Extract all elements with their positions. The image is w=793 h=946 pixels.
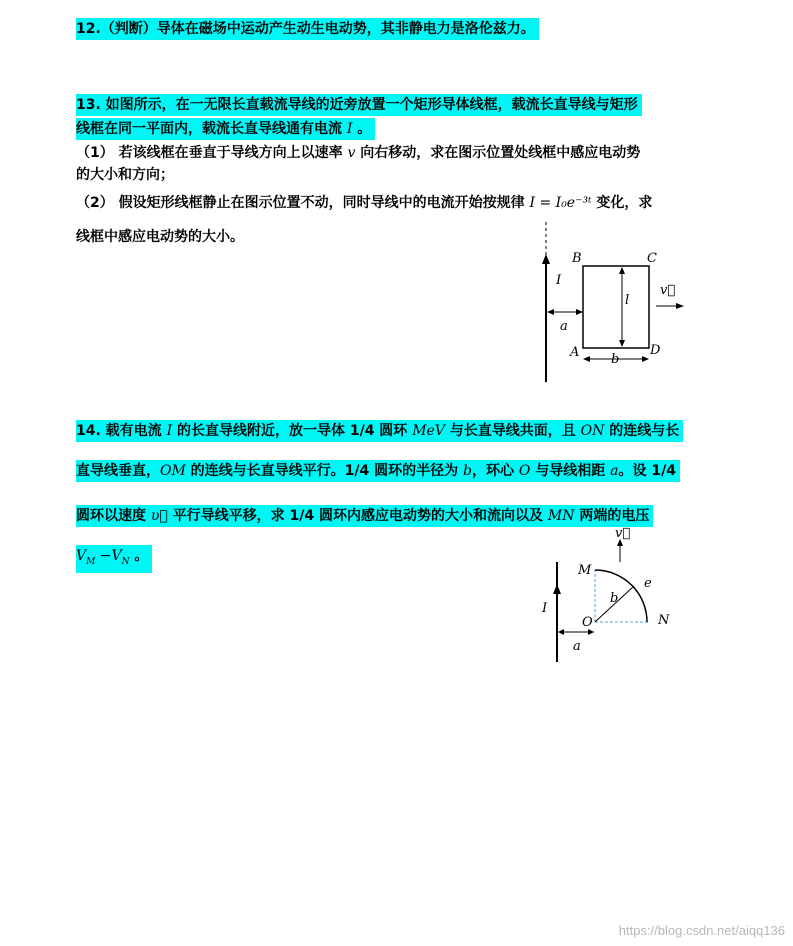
q13-line2: 线框在同一平面内，载流长直导线通有电流 I 。 [76,118,375,140]
q13-line1: 13. 如图所示，在一无限长直载流导线的近旁放置一个矩形导体线框，载流长直导线与矩形 [76,94,642,116]
dim-a-arrow-left-icon [547,309,554,315]
q14-figure [530,526,680,667]
q14-line2: 直导线垂直，OM 的连线与长直导线平行。1/4 圆环的半径为 b，环心 O 与导线相距 a。设 1/4 [76,460,680,482]
label-N: N [658,613,670,628]
q14-line4: $V_M -V_N$ 。 [76,545,152,573]
label-I: I [542,601,548,616]
label-a: a [560,319,568,334]
label-C: C [647,251,657,266]
label-v: v⃗ [615,526,631,541]
q14-line3: 圆环以速度 υ⃗ 平行导线平移，求 1/4 圆环内感应电动势的大小和流向以及 MN 两端的电压 [76,505,653,527]
dim-b-arrow-left-icon [583,356,590,362]
dim-l-arrow-bottom-icon [619,340,625,347]
velocity-arrow-icon [676,303,684,309]
label-l: l [625,293,630,308]
label-A: A [570,345,580,360]
q13-figure [520,222,700,387]
watermark: https://blog.csdn.net/aiqq136 [618,923,785,938]
dim-a-arrow-right-icon [576,309,583,315]
label-e: e [644,576,652,591]
rect-loop [583,266,649,348]
current-arrow-icon [553,584,561,594]
label-b: b [610,591,619,606]
label-v: v⃗ [660,283,676,298]
q13-part1-line1: （1） 若该线框在垂直于导线方向上以速率 v 向右移动，求在图示位置处线框中感应电动势 [76,145,641,161]
q12-text: 12.（判断）导体在磁场中运动产生动生电动势，其非静电力是洛伦兹力。 [76,18,539,40]
label-B: B [572,251,582,266]
label-D: D [650,343,661,358]
q13-part2-line2: 线框中感应电动势的大小。 [76,229,244,245]
label-b: b [611,352,620,367]
q13-part2-line1: （2） 假设矩形线框静止在图示位置不动，同时导线中的电流开始按规律 I = I₀e⁻³ᵗ 变化，求 [76,195,653,211]
label-M: M [578,563,592,578]
q14-line1: 14. 载有电流 I 的长直导线附近，放一导体 1/4 圆环 MeV 与长直导线共面，且 ON 的连线与长 [76,420,683,442]
dim-l-arrow-top-icon [619,267,625,274]
q13-part1-line2: 的大小和方向； [76,167,174,183]
label-I: I [556,273,562,288]
label-O: O [582,615,593,630]
label-a: a [573,639,581,654]
current-arrow-icon [542,254,550,264]
segment-a-arrow-left-icon [558,629,564,635]
dim-b-arrow-right-icon [642,356,649,362]
